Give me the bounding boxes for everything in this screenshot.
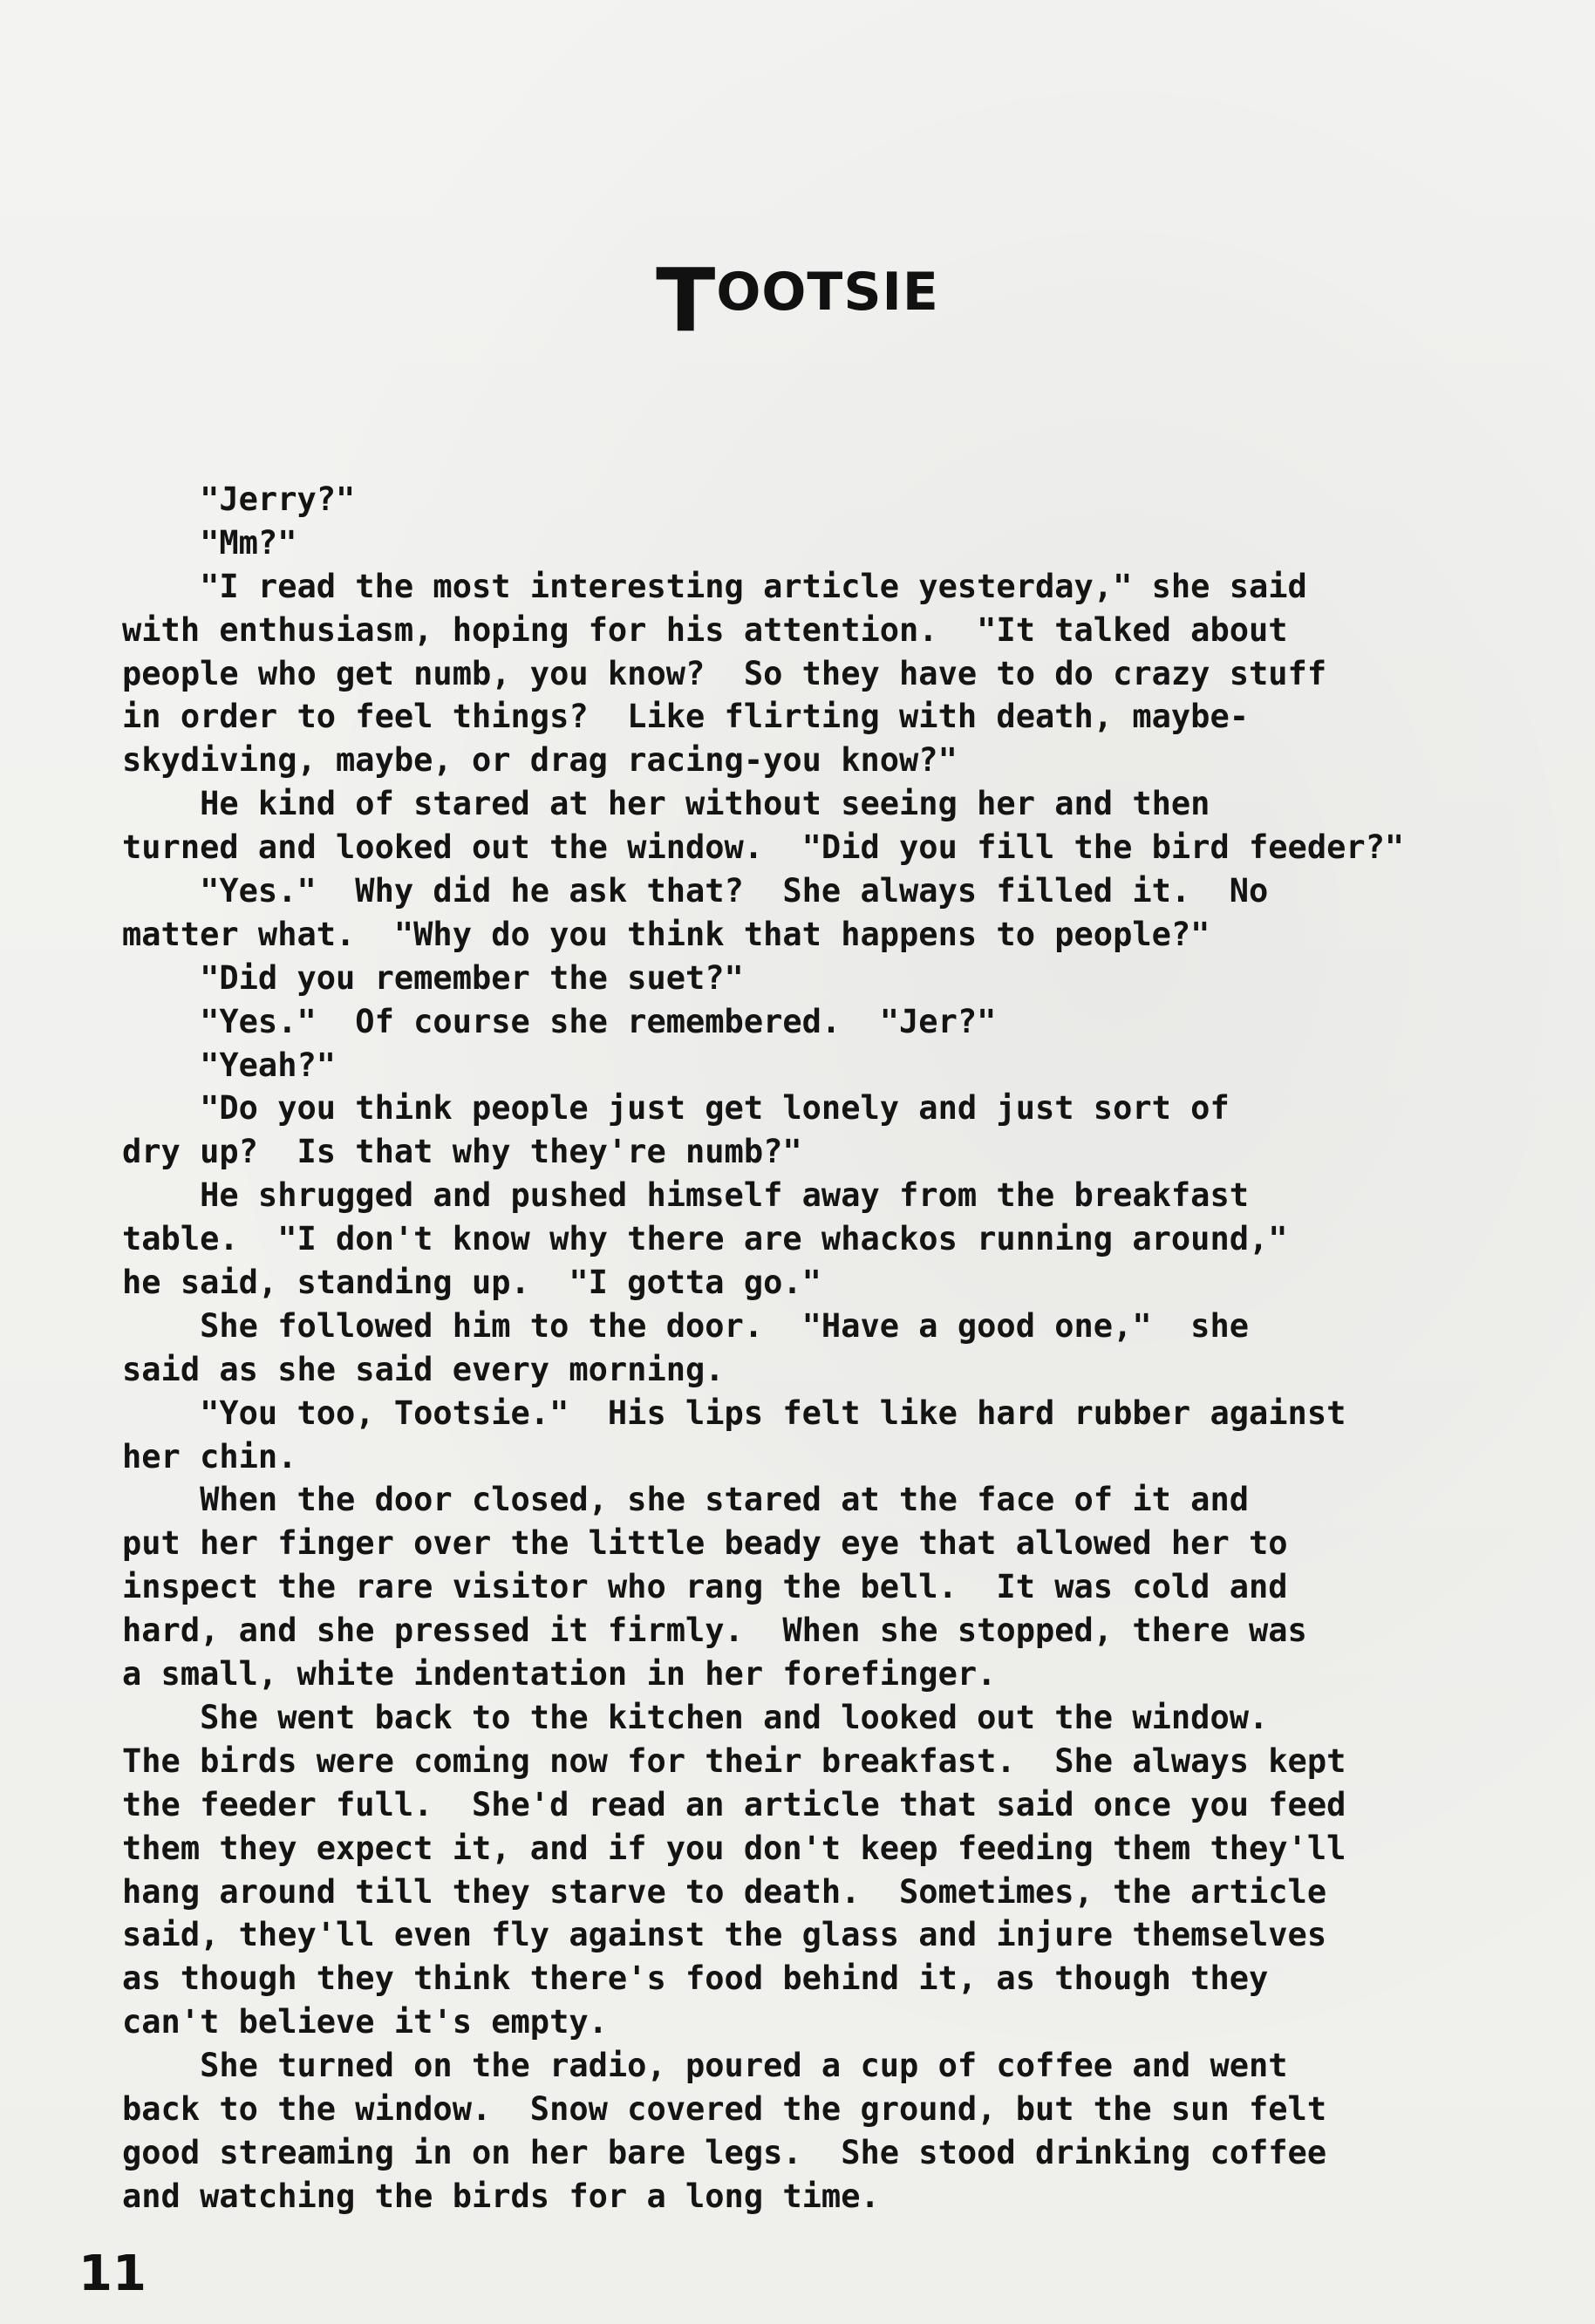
text-line: He kind of stared at her without seeing her and then bbox=[122, 785, 1210, 823]
title-rest: OOTSIE bbox=[716, 262, 939, 323]
story-title bbox=[0, 249, 1595, 351]
text-line: good streaming in on her bare legs. She stood drinking coffee bbox=[122, 2133, 1327, 2171]
text-line: them they expect it, and if you don't keep feeding them they'll bbox=[122, 1829, 1346, 1867]
text-line: he said, standing up. "I gotta go." bbox=[122, 1264, 821, 1302]
text-line: put her finger over the little beady eye that allowed her to bbox=[122, 1524, 1288, 1563]
text-line: hard, and she pressed it firmly. When she stopped, there was bbox=[122, 1612, 1307, 1650]
text-line: She turned on the radio, poured a cup of coffee and went bbox=[122, 2047, 1288, 2085]
text-line: "You too, Tootsie." His lips felt like hard rubber against bbox=[122, 1394, 1346, 1432]
text-line: with enthusiasm, hoping for his attention. "It talked about bbox=[122, 610, 1288, 649]
text-line: the feeder full. She'd read an article that said once you feed bbox=[122, 1785, 1346, 1823]
text-line: He shrugged and pushed himself away from the breakfast bbox=[122, 1176, 1250, 1215]
title-initial: T bbox=[656, 249, 717, 351]
text-line: She went back to the kitchen and looked out the window. bbox=[122, 1698, 1269, 1736]
text-line: matter what. "Why do you think that happens to people?" bbox=[122, 915, 1210, 953]
text-line: said, they'll even fly against the glass and injure themselves bbox=[122, 1916, 1327, 1954]
text-line: "I read the most interesting article yesterday," she said bbox=[122, 567, 1307, 605]
text-line: can't believe it's empty. bbox=[122, 2003, 608, 2041]
text-line: and watching the birds for a long time. bbox=[122, 2177, 880, 2215]
text-line: "Do you think people just get lonely and just sort of bbox=[122, 1089, 1230, 1128]
text-line: dry up? Is that why they're numb?" bbox=[122, 1133, 802, 1171]
text-line: hang around till they starve to death. Sometimes, the article bbox=[122, 1872, 1327, 1911]
text-line: "Did you remember the suet?" bbox=[122, 958, 744, 997]
text-line: When the door closed, she stared at the face of it and bbox=[122, 1481, 1250, 1519]
text-line: She followed him to the door. "Have a good one," she bbox=[122, 1306, 1250, 1345]
text-line: "Yeah?" bbox=[122, 1046, 337, 1084]
text-line: The birds were coming now for their breakfast. She always kept bbox=[122, 1741, 1346, 1780]
text-line: a small, white indentation in her forefinger. bbox=[122, 1655, 997, 1694]
text-line: "Yes." Why did he ask that? She always filled it. No bbox=[122, 872, 1269, 910]
text-line: her chin. bbox=[122, 1437, 297, 1476]
text-line: table. "I don't know why there are whackos running around," bbox=[122, 1220, 1288, 1258]
text-line: turned and looked out the window. "Did you fill the bird feeder?" bbox=[122, 828, 1405, 867]
page-number: 11 bbox=[78, 2246, 147, 2302]
text-line: "Yes." Of course she remembered. "Jer?" bbox=[122, 1002, 997, 1040]
text-line: skydiving, maybe, or drag racing-you know?" bbox=[122, 741, 958, 780]
text-line: back to the window. Snow covered the ground, but the sun felt bbox=[122, 2089, 1327, 2128]
story-body bbox=[122, 478, 1570, 2218]
text-line: people who get numb, you know? So they have to do crazy stuff bbox=[122, 654, 1327, 692]
text-line: said as she said every morning. bbox=[122, 1350, 725, 1388]
text-line: in order to feel things? Like flirting with death, maybe- bbox=[122, 698, 1250, 736]
text-line: as though they think there's food behind it, as though they bbox=[122, 1959, 1269, 1998]
text-line: "Jerry?" bbox=[122, 480, 356, 518]
text-line: inspect the rare visitor who rang the bell. It was cold and bbox=[122, 1568, 1288, 1606]
text-line: "Mm?" bbox=[122, 523, 297, 562]
